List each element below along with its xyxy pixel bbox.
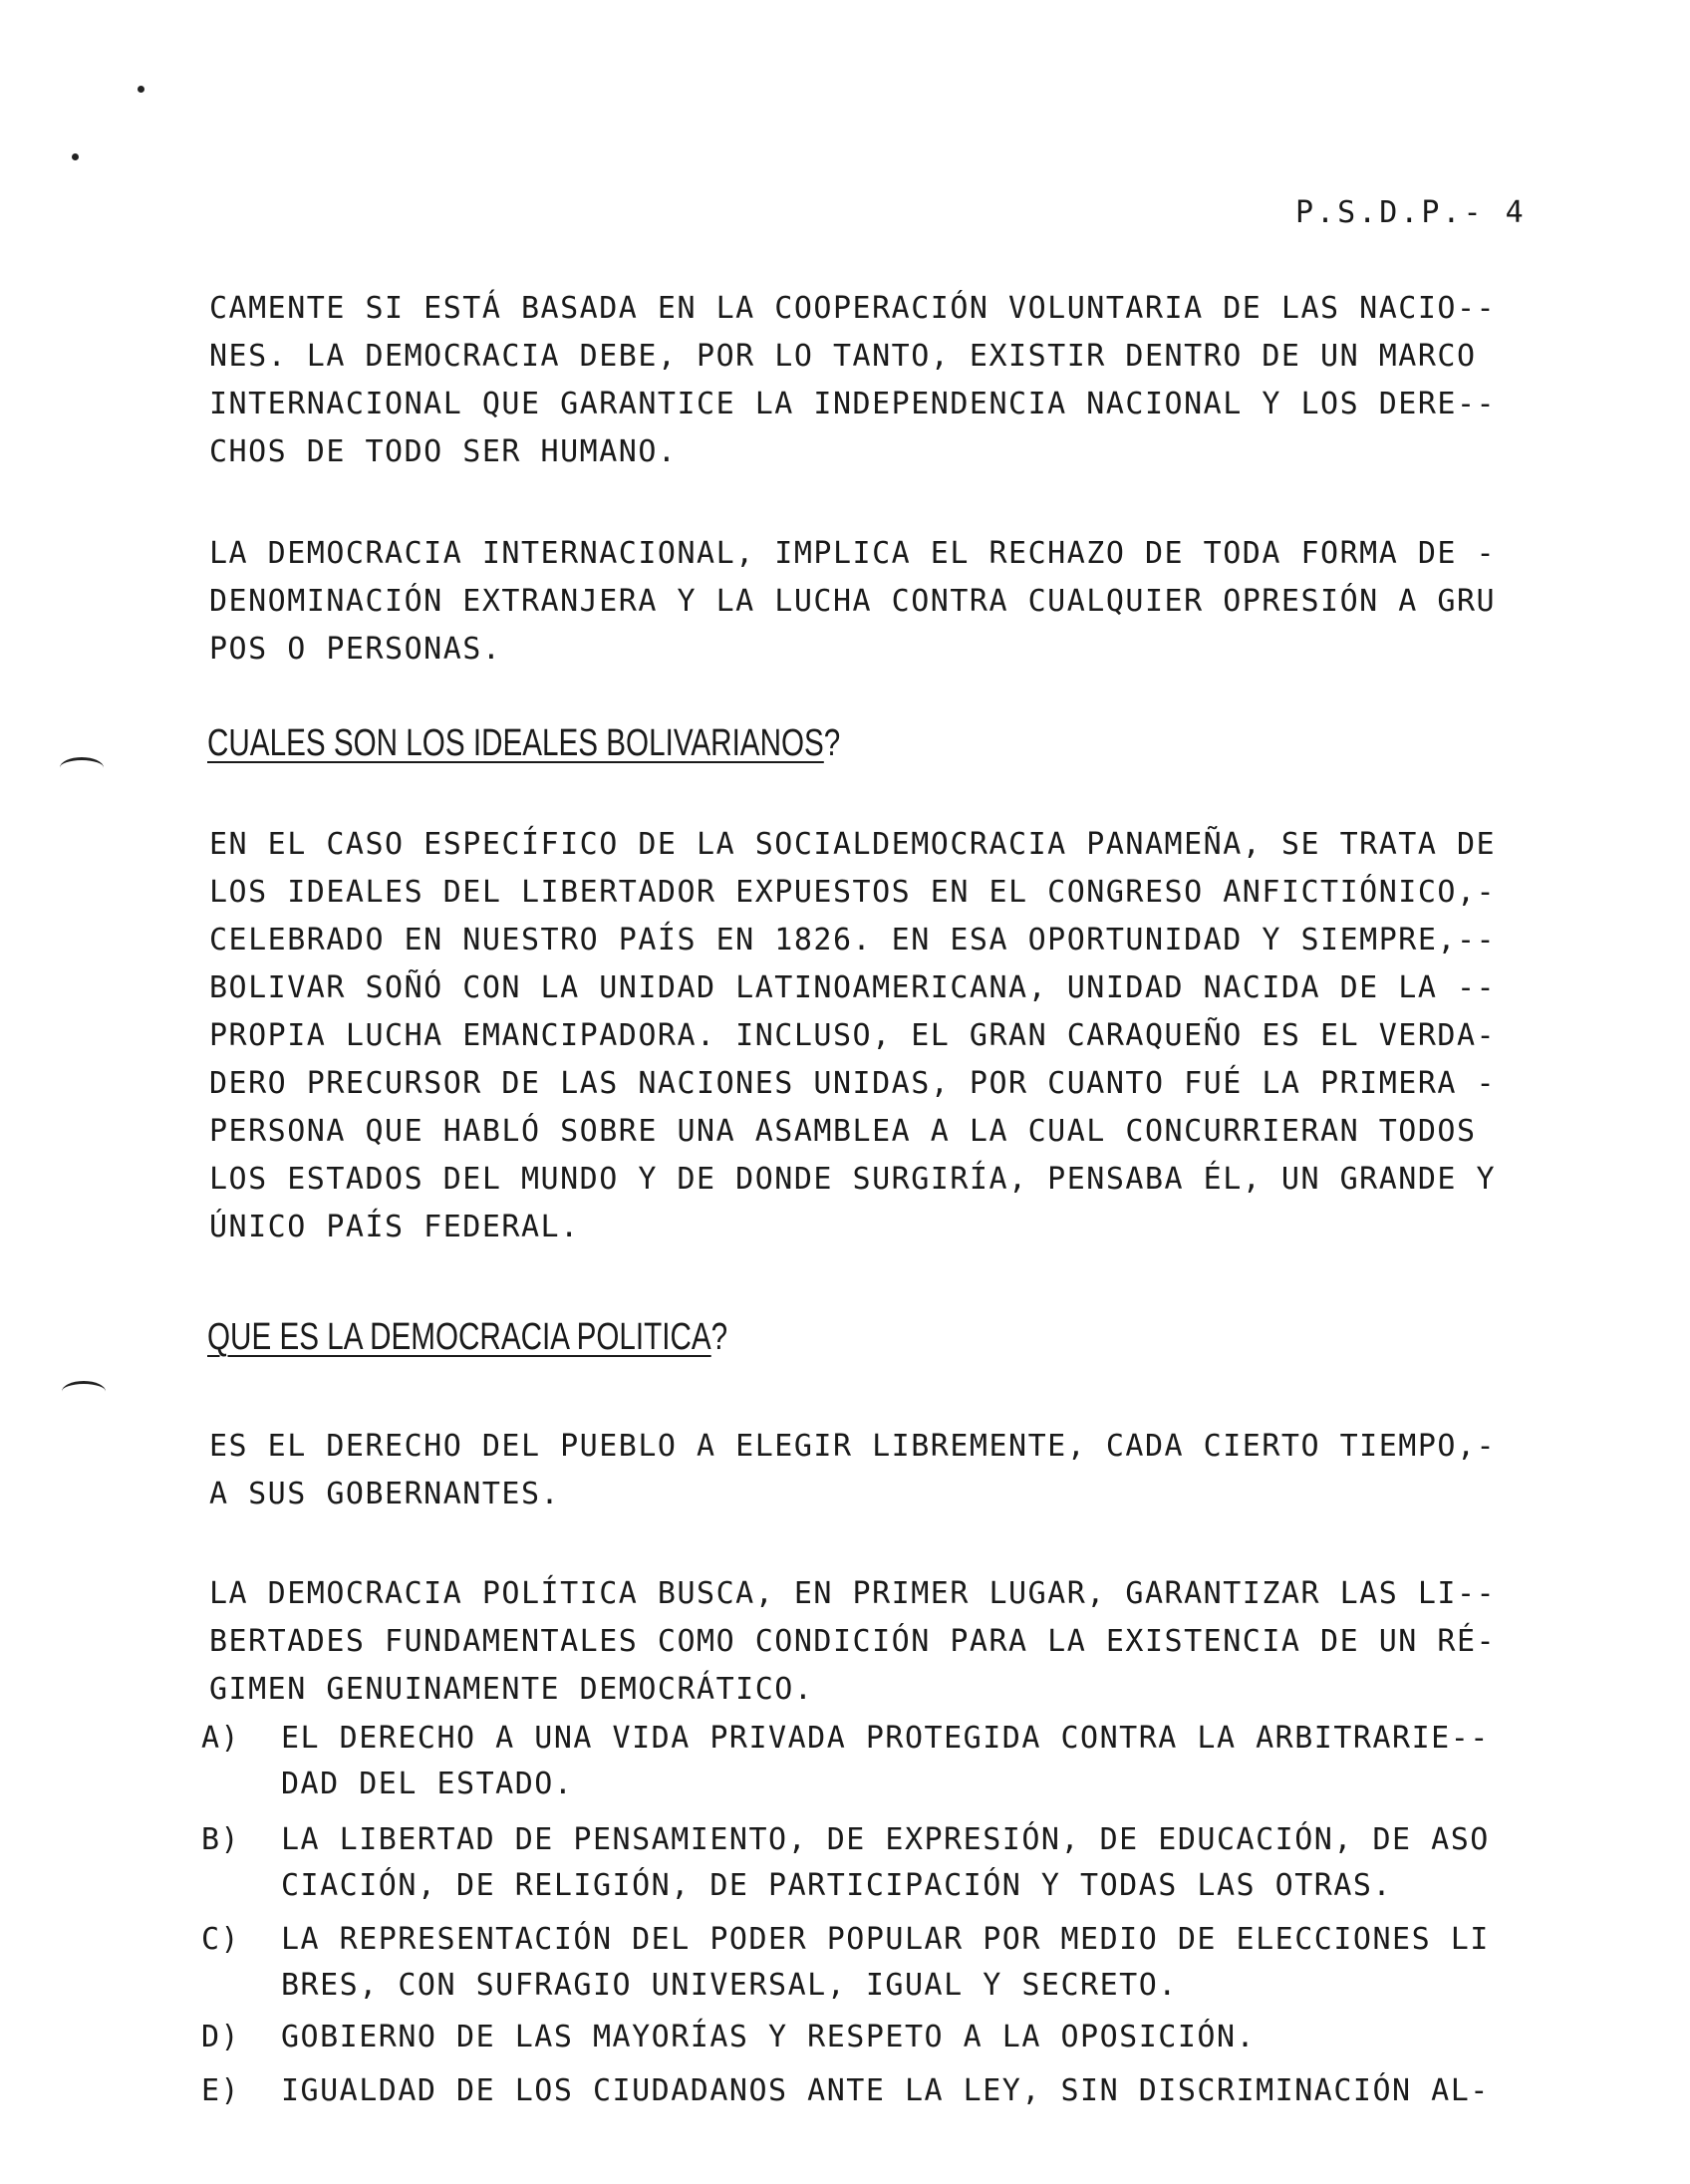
text-line: POS O PERSONAS.	[209, 632, 502, 667]
list-text	[281, 1817, 1490, 1909]
list-marker: C)	[201, 1922, 241, 1957]
text-line: BRES, CON SUFRAGIO UNIVERSAL, IGUAL Y SECRETO.	[281, 1968, 1178, 2003]
list-marker: A)	[201, 1721, 241, 1756]
text-line: ES EL DERECHO DEL PUEBLO A ELEGIR LIBREMENTE, CADA CIERTO TIEMPO,-	[209, 1429, 1497, 1464]
list-marker: E)	[201, 2073, 241, 2108]
paragraph-2	[209, 530, 1535, 674]
text-line: EL DERECHO A UNA VIDA PRIVADA PROTEGIDA CONTRA LA ARBITRARIE--	[281, 1721, 1490, 1756]
text-line: EN EL CASO ESPECÍFICO DE LA SOCIALDEMOCRACIA PANAMEÑA, SE TRATA DE	[209, 827, 1497, 862]
text-line: LOS IDEALES DEL LIBERTADOR EXPUESTOS EN EL CONGRESO ANFICTIÓNICO,-	[209, 875, 1497, 910]
paragraph-4	[209, 1423, 1535, 1518]
list-marker: D)	[201, 2020, 241, 2054]
paragraph-1	[209, 285, 1535, 476]
text-line: LA LIBERTAD DE PENSAMIENTO, DE EXPRESIÓN, DE EDUCACIÓN, DE ASO	[281, 1822, 1490, 1857]
page-number: P.S.D.P.- 4	[1295, 195, 1527, 230]
text-line: BERTADES FUNDAMENTALES COMO CONDICIÓN PARA LA EXISTENCIA DE UN RÉ-	[209, 1624, 1497, 1659]
text-line: A SUS GOBERNANTES.	[209, 1477, 561, 1511]
scan-speck	[72, 153, 79, 160]
list-text	[281, 1716, 1490, 1807]
text-line: GIMEN GENUINAMENTE DEMOCRÁTICO.	[209, 1672, 814, 1707]
text-line: PERSONA QUE HABLÓ SOBRE UNA ASAMBLEA A LA CUAL CONCURRIERAN TODOS	[209, 1114, 1477, 1149]
list-text	[281, 2068, 1490, 2114]
text-line: DENOMINACIÓN EXTRANJERA Y LA LUCHA CONTRA CUALQUIER OPRESIÓN A GRU	[209, 584, 1497, 619]
text-line: INTERNACIONAL QUE GARANTICE LA INDEPENDENCIA NACIONAL Y LOS DERE--	[209, 387, 1497, 421]
text-line: IGUALDAD DE LOS CIUDADANOS ANTE LA LEY, SIN DISCRIMINACIÓN AL-	[281, 2073, 1490, 2108]
heading-text: CUALES SON LOS IDEALES BOLIVARIANOS	[207, 722, 824, 764]
section-heading-bolivarian-ideals	[207, 719, 840, 767]
text-line: LA DEMOCRACIA INTERNACIONAL, IMPLICA EL RECHAZO DE TODA FORMA DE -	[209, 536, 1497, 571]
text-line: BOLIVAR SOÑÓ CON LA UNIDAD LATINOAMERICANA, UNIDAD NACIDA DE LA --	[209, 970, 1497, 1005]
text-line: CELEBRADO EN NUESTRO PAÍS EN 1826. EN ESA OPORTUNIDAD Y SIEMPRE,--	[209, 923, 1497, 957]
text-line: LOS ESTADOS DEL MUNDO Y DE DONDE SURGIRÍA, PENSABA ÉL, UN GRANDE Y	[209, 1162, 1497, 1197]
heading-question-mark: ?	[710, 1316, 728, 1358]
text-line: GOBIERNO DE LAS MAYORÍAS Y RESPETO A LA OPOSICIÓN.	[281, 2020, 1257, 2054]
heading-text: QUE ES LA DEMOCRACIA POLITICA	[207, 1316, 711, 1358]
section-heading-political-democracy	[207, 1313, 727, 1361]
paragraph-3	[209, 821, 1535, 1251]
list-text	[281, 1917, 1490, 2009]
text-line: PROPIA LUCHA EMANCIPADORA. INCLUSO, EL GRAN CARAQUEÑO ES EL VERDA-	[209, 1018, 1497, 1053]
margin-hole-mark	[60, 757, 104, 778]
scan-speck	[138, 86, 144, 93]
list-text	[281, 2015, 1256, 2060]
paragraph-5	[209, 1570, 1535, 1714]
text-line: CAMENTE SI ESTÁ BASADA EN LA COOPERACIÓN VOLUNTARIA DE LAS NACIO--	[209, 291, 1497, 326]
text-line: DAD DEL ESTADO.	[281, 1767, 574, 1801]
text-line: LA DEMOCRACIA POLÍTICA BUSCA, EN PRIMER LUGAR, GARANTIZAR LAS LI--	[209, 1576, 1497, 1611]
text-line: NES. LA DEMOCRACIA DEBE, POR LO TANTO, EXISTIR DENTRO DE UN MARCO	[209, 339, 1477, 374]
margin-hole-mark	[62, 1381, 106, 1402]
text-line: DERO PRECURSOR DE LAS NACIONES UNIDAS, POR CUANTO FUÉ LA PRIMERA -	[209, 1066, 1497, 1101]
text-line: LA REPRESENTACIÓN DEL PODER POPULAR POR MEDIO DE ELECCIONES LI	[281, 1922, 1490, 1957]
text-line: CIACIÓN, DE RELIGIÓN, DE PARTICIPACIÓN Y TODAS LAS OTRAS.	[281, 1868, 1393, 1903]
text-line: ÚNICO PAÍS FEDERAL.	[209, 1210, 580, 1244]
list-marker: B)	[201, 1822, 241, 1857]
text-line: CHOS DE TODO SER HUMANO.	[209, 434, 678, 469]
heading-question-mark: ?	[823, 722, 841, 764]
